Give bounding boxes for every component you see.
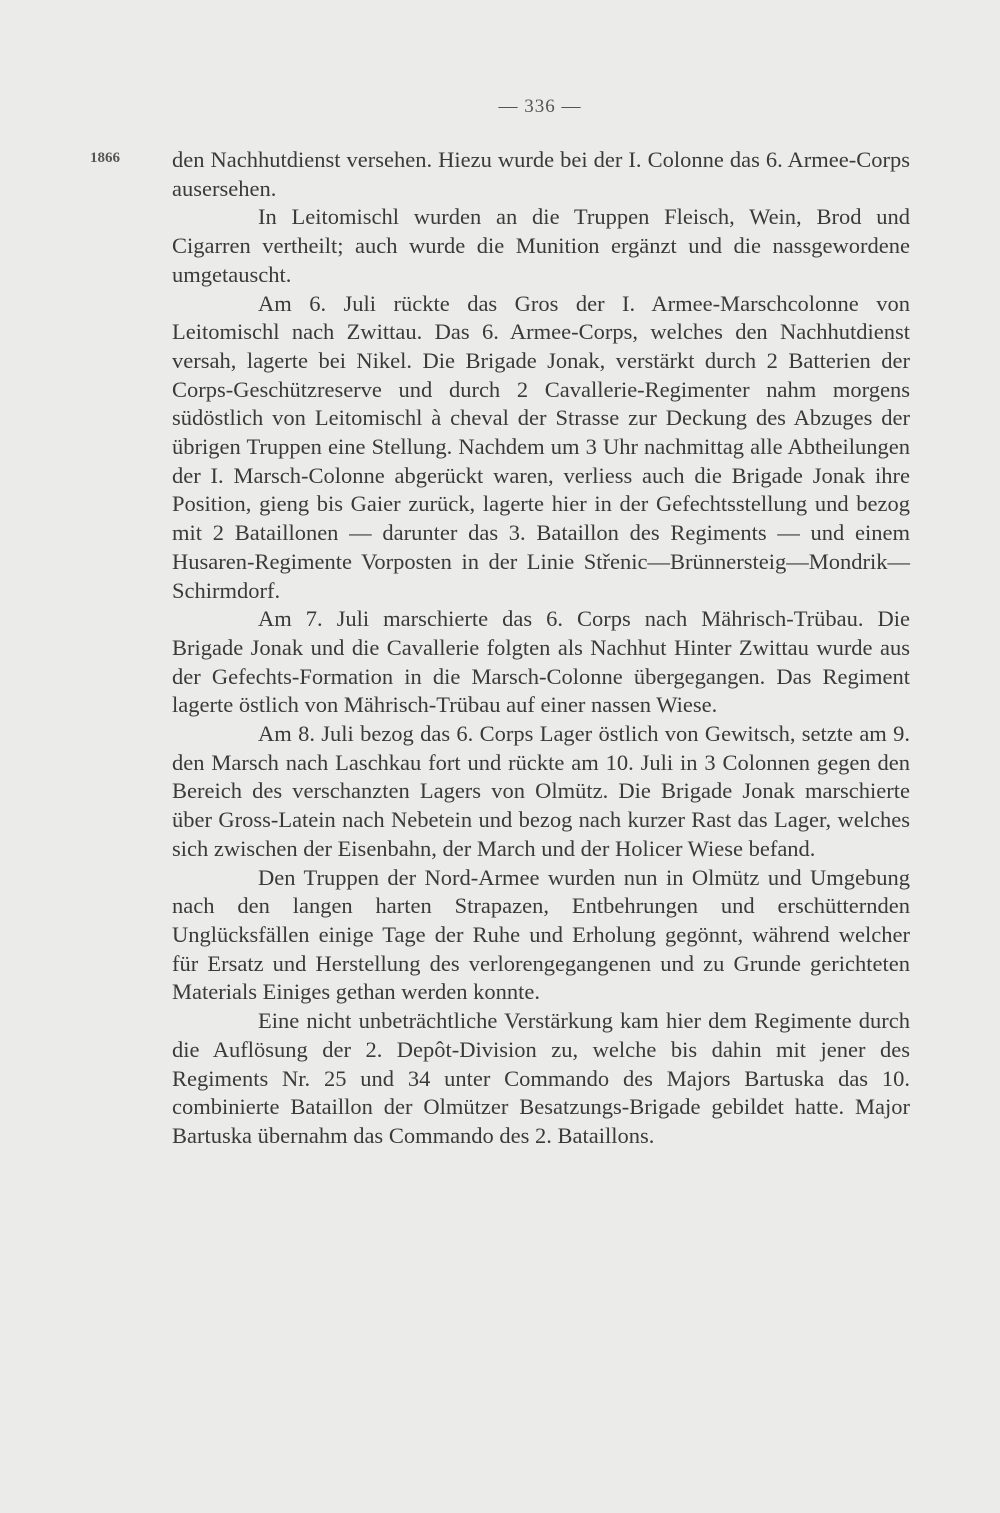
paragraph-6: Den Truppen der Nord-Armee wurden nun in Olmütz und Umgebung nach den langen harten Strapazen, Entbehrungen und erschütternden Unglücksfällen einige Tage der Ruhe und Erholung gegönnt, während welcher für Ersatz und Herstellung des verlorengegangenen und zu Grunde gerichteten Materials Einiges gethan werden konnte. [172,864,910,1005]
paragraph-7: Eine nicht unbeträchtliche Verstärkung kam hier dem Regimente durch die Auflösung der 2. Depôt-Division zu, welche bis dahin mit jener des Regiments Nr. 25 und 34 unter Commando des Majors Bartuska das 10. combinierte Bataillon der Olmützer Besatzungs-Brigade gebildet hatte. Major Bartuska übernahm das Commando des 2. Bataillons. [172,1008,910,1148]
paragraph-2: In Leitomischl wurden an die Truppen Fleisch, Wein, Brod und Cigarren vertheilt; auch wurde die Munition ergänzt und die nassgewordene umgetauscht. [172,204,910,287]
paragraph-5: Am 8. Juli bezog das 6. Corps Lager östlich von Gewitsch, setzte am 9. den Marsch nach Laschkau fort und rückte am 10. Juli in 3 Colonnen gegen den Bereich des verschanzten Lagers von Olmütz. Die Brigade Jonak marschierte über Gross-Latein nach Nebetein und bezog nach kurzer Rast das Lager, welches sich zwischen der Eisenbahn, der March und der Holicer Wiese befand. [172,721,910,861]
margin-year-note: 1866 [90,150,120,166]
paragraph-3: Am 6. Juli rückte das Gros der I. Armee-Marschcolonne von Leitomischl nach Zwittau. Das 6. Armee-Corps, welches den Nachhutdienst versah, lagerte bei Nikel. Die Brigade Jonak, verstärkt durch 2 Batterien der Corps-Geschützreserve und durch 2 Cavallerie-Regimenter nahm morgens südöstlich von Leitomischl à cheval der Strasse zur Deckung des Abzuges der übrigen Truppen eine Stellung. Nachdem um 3 Uhr nachmittag alle Abtheilungen der I. Marsch-Colonne abgerückt waren, verliess auch die Brigade Jonak ihre Position, gieng bis Gaier zurück, lagerte hier in der Gefechtsstellung und bezog mit 2 Bataillonen — darunter das 3. Bataillon des Regiments — und einem Husaren-Regimente Vorposten in der Linie Střenic—Brünnersteig—Mondrik—Schirmdorf. [172,290,910,603]
body-text [172,146,910,1151]
paragraph-1: den Nachhutdienst versehen. Hiezu wurde bei der I. Colonne das 6. Armee-Corps ausersehen. [172,147,910,201]
page-number: — 336 — [498,96,582,117]
paragraph-4: Am 7. Juli marschierte das 6. Corps nach Mährisch-Trübau. Die Brigade Jonak und die Cavallerie folgten als Nachhut Hinter Zwittau wurde aus der Gefechts-Formation in die Marsch-Colonne übergegangen. Das Regiment lagerte östlich von Mährisch-Trübau auf einer nassen Wiese. [172,606,910,718]
